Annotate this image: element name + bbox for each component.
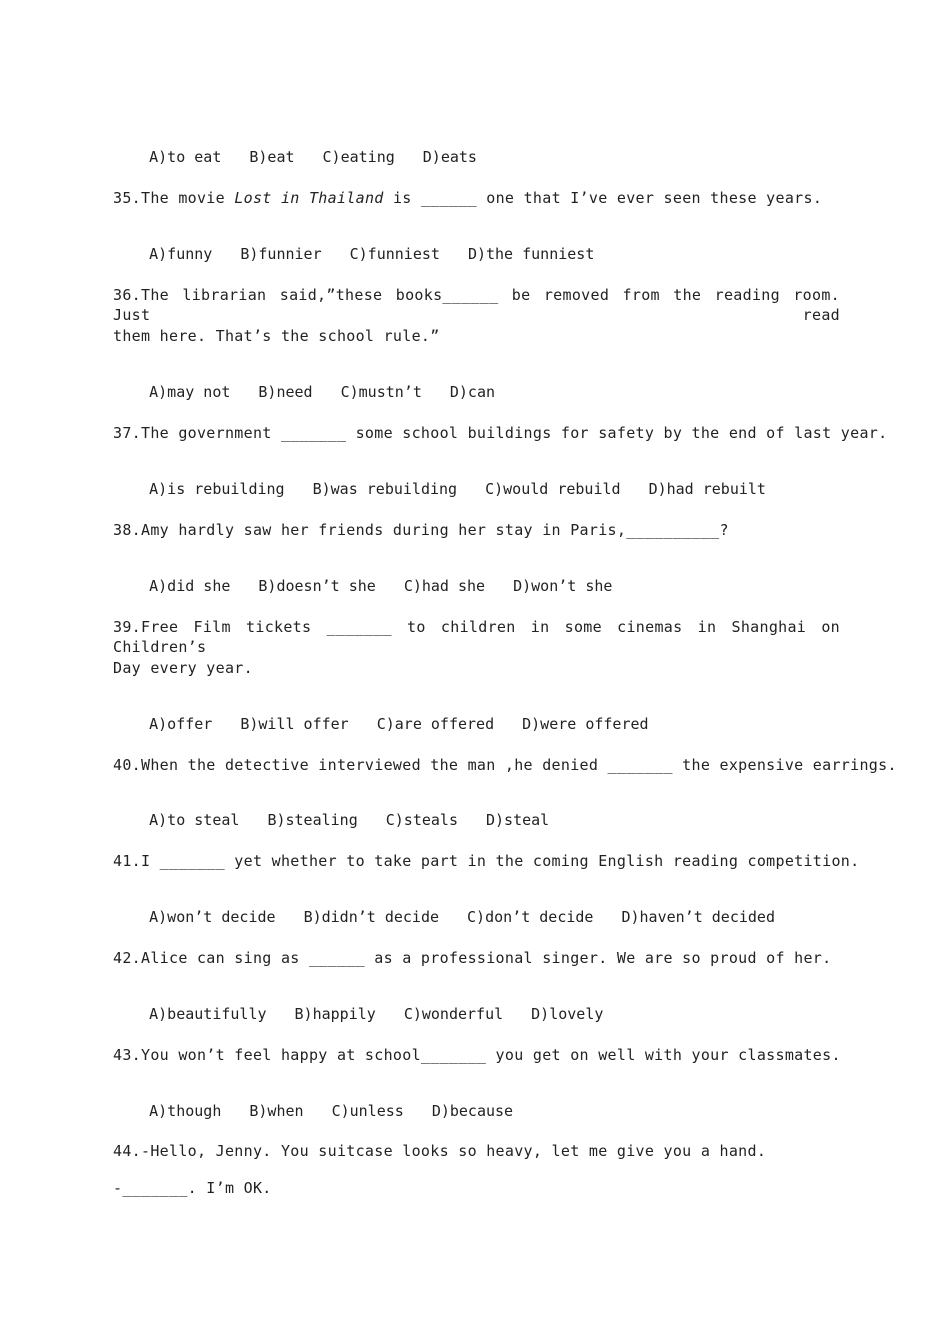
option-b: B)funnier: [240, 245, 322, 263]
option-b: B)stealing: [267, 811, 358, 829]
question-42-options: [113, 984, 840, 1044]
question-35-stem: [113, 188, 840, 208]
option-c: C)eating: [322, 148, 395, 166]
question-41-stem: 41.I _______ yet whether to take part in the coming English reading competition.: [113, 852, 860, 870]
option-a: A)is rebuilding: [149, 480, 285, 498]
question-40-options: [113, 790, 840, 850]
option-d: D)lovely: [531, 1005, 604, 1023]
option-d: D)had rebuilt: [648, 480, 766, 498]
question-38-options: [113, 556, 840, 616]
option-d: D)were offered: [522, 715, 649, 733]
question-44-stem-line2: -_______. I’m OK.: [113, 1179, 272, 1197]
option-d: D)haven’t decided: [621, 908, 775, 926]
question-43-options: [113, 1081, 840, 1141]
question-41-options: [113, 887, 840, 947]
option-a: A)funny: [149, 245, 213, 263]
stem-text: is ______ one that I’ve ever seen these years.: [383, 189, 823, 207]
question-40-stem: 40.When the detective interviewed the man ,he denied _______ the expensive earrings.: [113, 756, 897, 774]
option-b: B)eat: [249, 148, 295, 166]
option-c: C)had she: [403, 577, 486, 595]
option-a: A)to eat: [149, 148, 222, 166]
question-37-stem: 37.The government _______ some school buildings for safety by the end of last year.: [113, 424, 888, 442]
question-39-stem-line1: 39.Free Film tickets _______ to children in some cinemas in Shanghai on Children’s: [113, 618, 840, 656]
question-34-options: [113, 127, 840, 187]
movie-title: Lost in Thailand: [234, 189, 384, 207]
option-a: A)beautifully: [149, 1005, 267, 1023]
option-c: C)are offered: [376, 715, 495, 733]
stem-text: 35.The movie: [113, 189, 235, 207]
option-a: A)to steal: [149, 811, 240, 829]
question-35-options: [113, 224, 840, 284]
option-c: C)would rebuild: [485, 480, 621, 498]
question-39-stem-line2: Day every year.: [113, 659, 253, 677]
option-d: D)because: [431, 1102, 514, 1120]
option-a: A)may not: [149, 383, 231, 401]
option-c: C)wonderful: [403, 1005, 504, 1023]
option-b: B)need: [258, 383, 313, 401]
option-a: A)though: [149, 1102, 222, 1120]
option-c: C)steals: [385, 811, 458, 829]
option-b: B)doesn’t she: [258, 577, 376, 595]
option-d: D)the funniest: [467, 245, 595, 263]
question-36-stem-line2: them here. That’s the school rule.”: [113, 327, 440, 345]
option-b: B)will offer: [240, 715, 349, 733]
option-b: B)didn’t decide: [303, 908, 440, 926]
option-c: C)mustn’t: [340, 383, 422, 401]
option-d: D)steal: [486, 811, 550, 829]
option-a: A)did she: [149, 577, 231, 595]
question-42-stem: 42.Alice can sing as ______ as a professional singer. We are so proud of her.: [113, 949, 832, 967]
option-c: C)funniest: [349, 245, 440, 263]
question-36-options: [113, 362, 840, 422]
question-36-stem-line1: 36.The librarian said,”these books______ be removed from the reading room. Just read: [113, 286, 840, 324]
question-37-options: [113, 459, 840, 519]
question-43-stem: 43.You won’t feel happy at school_______ you get on well with your classmates.: [113, 1046, 841, 1064]
question-44-stem-line1: 44.-Hello, Jenny. You suitcase looks so heavy, let me give you a hand.: [113, 1142, 767, 1160]
question-38-stem: 38.Amy hardly saw her friends during her stay in Paris,__________?: [113, 521, 729, 539]
option-b: B)was rebuilding: [312, 480, 458, 498]
option-c: C)unless: [331, 1102, 404, 1120]
option-c: C)don’t decide: [467, 908, 594, 926]
option-a: A)won’t decide: [149, 908, 276, 926]
option-b: B)when: [249, 1102, 304, 1120]
option-a: A)offer: [149, 715, 213, 733]
question-39-options: [113, 694, 840, 754]
option-d: D)won’t she: [513, 577, 613, 595]
option-d: D)can: [449, 383, 496, 401]
option-d: D)eats: [422, 148, 477, 166]
option-b: B)happily: [294, 1005, 376, 1023]
